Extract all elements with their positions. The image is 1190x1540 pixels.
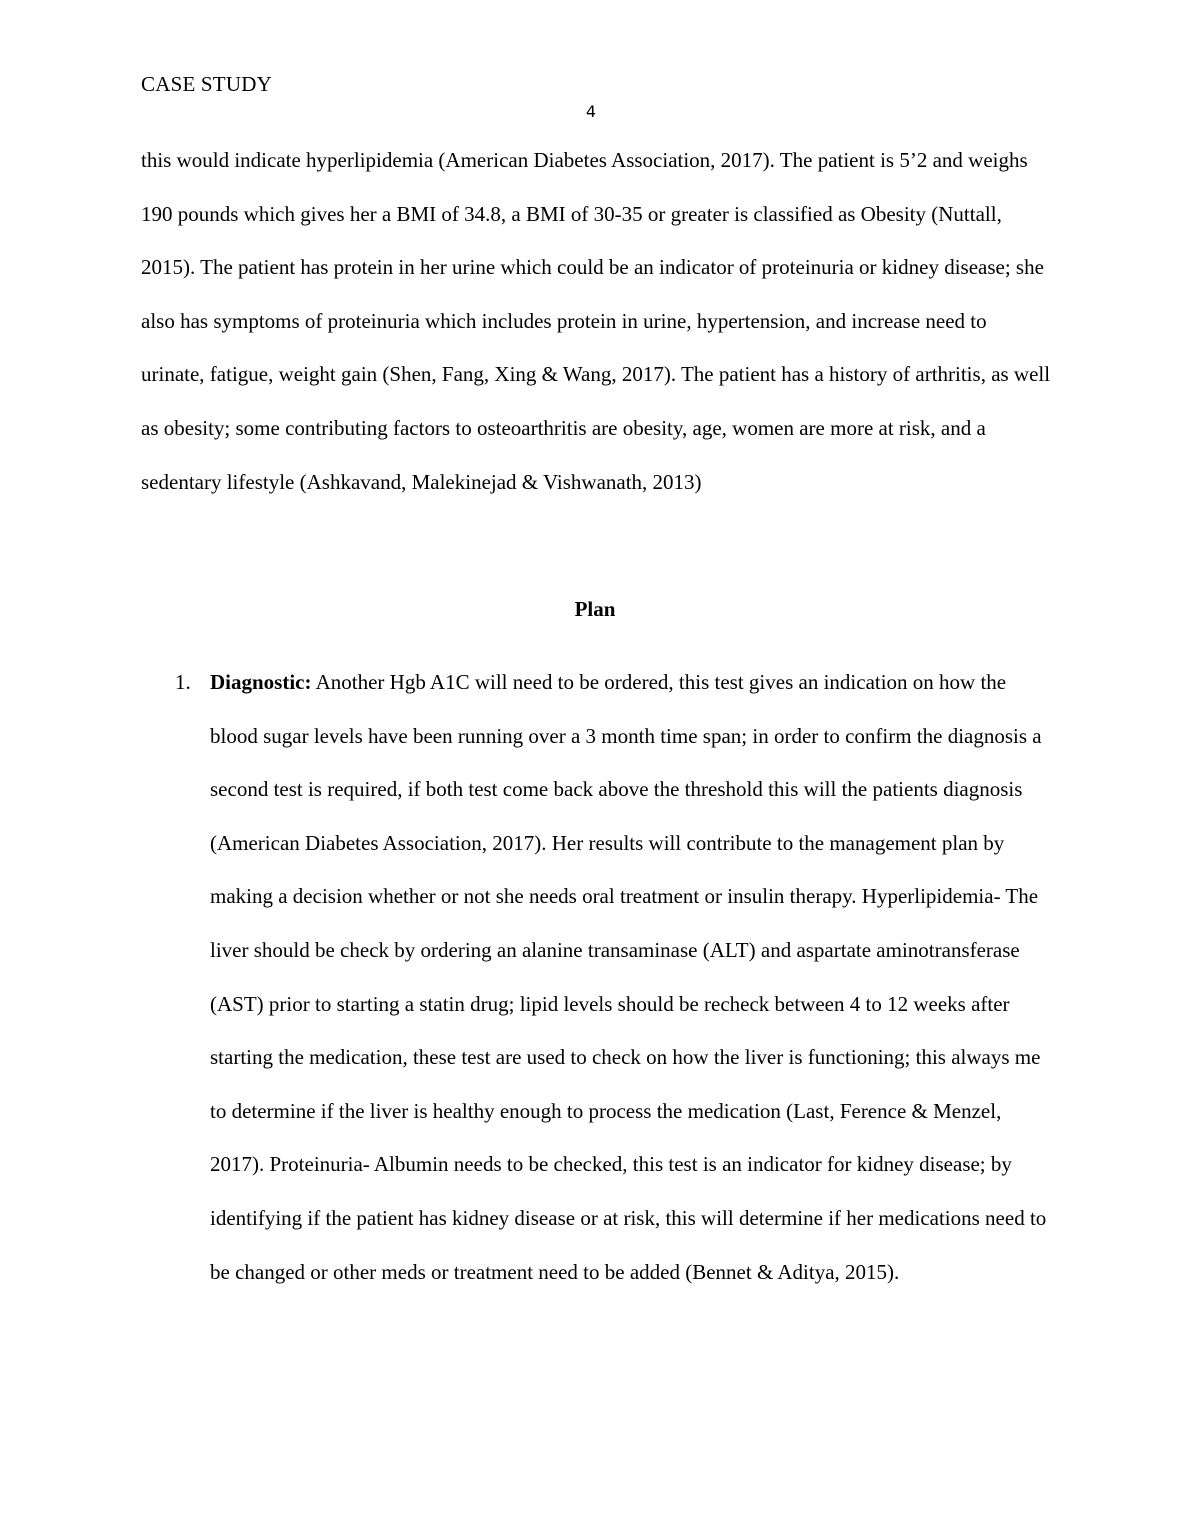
plan-item-text: Another Hgb A1C will need to be ordered, this test gives an indication on how the blood sugar levels have been running over a 3 month time span; in order to confirm the diagnosis a second test is required, if both test come back above the threshold this will the patients diagnosis (American Diabetes Association, 2017). Her results will contribute to the management plan by making a decision whether or not she needs oral treatment or insulin therapy. Hyperlipidemia- The liver should be check by ordering an alanine transaminase (ALT) and aspartate aminotransferase (AST) prior to starting a statin drug; lipid levels should be recheck between 4 to 12 weeks after starting the medication, these test are used to check on how the liver is functioning; this always me to determine if the liver is healthy enough to process the medication (Last, Ference & Menzel, 2017). Proteinuria- Albumin needs to be checked, this test is an indicator for kidney disease; by identifying if the patient has kidney disease or at risk, this will determine if her medications need to be changed or other meds or treatment need to be added (Bennet & Aditya, 2015). [210,670,1047,1284]
body-paragraph: this would indicate hyperlipidemia (American Diabetes Association, 2017). The patient is 5’2 and weighs 190 pounds which gives her a BMI of 34.8, a BMI of 30-35 or greater is classified as Obesity (Nuttall, 2015). The patient has protein in her urine which could be an indicator of proteinuria or kidney disease; she also has symptoms of proteinuria which includes protein in urine, hypertension, and increase need to urinate, fatigue, weight gain (Shen, Fang, Xing & Wang, 2017). The patient has a history of arthritis, as well as obesity; some contributing factors to osteoarthritis are obesity, age, women are more at risk, and a sedentary lifestyle (Ashkavand, Malekinejad & Vishwanath, 2013) [141,148,1051,494]
running-head: CASE STUDY [141,72,272,96]
page-number: 4 [585,102,597,121]
plan-list [141,656,1053,1299]
plan-item-label: Diagnostic: [210,670,312,694]
section-heading-plan: Plan [574,597,616,621]
plan-item-diagnostic [141,656,1053,1299]
plan-item-number: 1. [175,670,191,694]
